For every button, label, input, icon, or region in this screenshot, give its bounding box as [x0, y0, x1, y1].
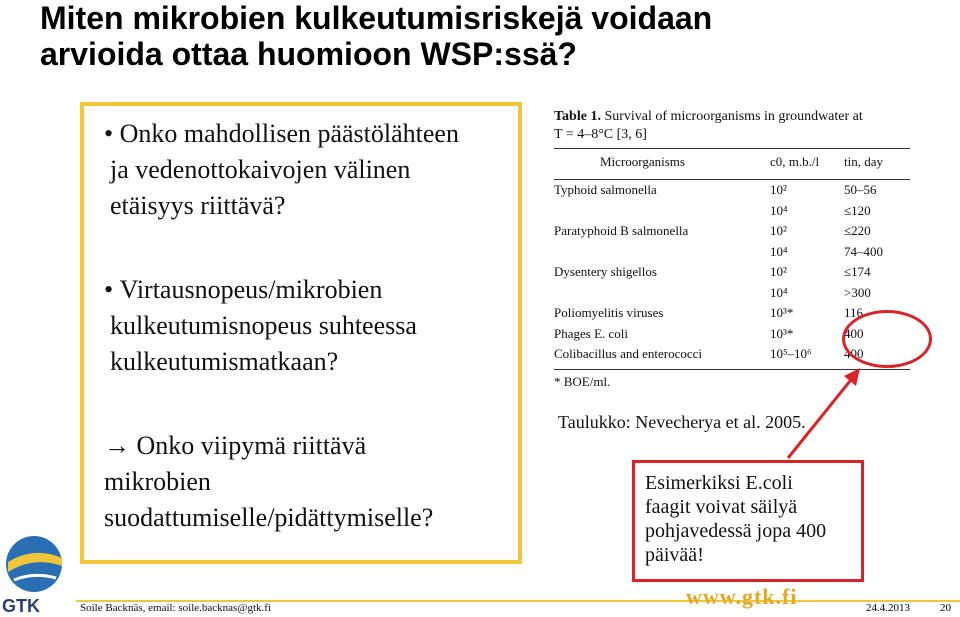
bullet-velocity: [104, 272, 524, 380]
bullet-line: → Onko viipymä riittävä: [104, 431, 367, 460]
bullet-line: • Virtausnopeus/mikrobien: [104, 275, 383, 304]
table-row: [554, 221, 910, 242]
table-cell: 10³*: [770, 305, 794, 320]
bullet-line: ja vedenottokaivojen välinen: [110, 155, 411, 184]
table-caption: Table 1. Survival of microorganisms in groundwater at T = 4–8°C [3, 6]: [554, 109, 863, 142]
table-cell: 50–56: [844, 182, 877, 197]
table-row: [554, 180, 910, 201]
bullet-line: mikrobien: [104, 467, 211, 496]
table-cell: 74–400: [844, 243, 883, 259]
gtk-logo-text: GTK: [2, 596, 40, 616]
table-footnote: * BOE/ml.: [554, 373, 611, 389]
table-cell: ≤120: [844, 202, 871, 218]
bullet-line: etäisyys riittävä?: [110, 191, 286, 220]
arrow-icon: →: [104, 431, 130, 460]
example-callout: Esimerkiksi E.coli faagit voivat säilyä pohjavedessä jopa 400 päivää!: [632, 460, 864, 582]
bullet-line: kulkeutumisnopeus suhteessa: [110, 311, 417, 340]
table-cell: 400: [844, 346, 864, 361]
bullet-line: • Onko mahdollisen päästölähteen: [104, 119, 459, 148]
table-cell: Dysentery shigellos: [554, 264, 657, 279]
bullet-residence: [104, 428, 524, 536]
table-cell: 10⁴: [770, 243, 788, 259]
table-row: [554, 262, 910, 283]
highlight-circle: [842, 310, 932, 368]
title-line-2: arvioida ottaa huomioon WSP:ssä?: [40, 36, 577, 72]
table-cell: 10²: [770, 264, 787, 279]
table-cell: 10⁴: [770, 284, 788, 300]
table-cell: Phages E. coli: [554, 325, 629, 341]
title-line-1: Miten mikrobien kulkeutumisriskejä voidaan: [40, 0, 713, 36]
table-cell: Paratyphoid B salmonella: [554, 223, 689, 238]
table-cell: Colibacillus and enterococci: [554, 346, 703, 361]
questions-box: [80, 102, 522, 564]
table-cell: 10⁵–10⁶: [770, 346, 812, 361]
bullet-line: suodattumiselle/pidättymiselle?: [104, 503, 434, 532]
footer-author: Soile Backnäs, email: soile.backnas@gtk.fi: [80, 602, 271, 614]
table-cell: >300: [844, 284, 871, 300]
table-header: Microorganisms c0, m.b./l tin, day: [600, 154, 883, 169]
table-cell: 10²: [770, 223, 787, 238]
footer-date: 24.4.2013: [866, 602, 910, 614]
table-cell: 116: [844, 305, 864, 320]
table-source: Taulukko: Nevecherya et al. 2005.: [558, 412, 806, 432]
table-cell: ≤174: [844, 264, 871, 279]
bullet-line: kulkeutumismatkaan?: [110, 347, 339, 376]
table-cell: ≤220: [844, 223, 871, 238]
table-cell: 10⁴: [770, 202, 788, 218]
page-number: 20: [940, 602, 951, 614]
footer-url[interactable]: www.gtk.fi: [686, 584, 798, 609]
table-row: [554, 242, 910, 263]
table-cell: Typhoid salmonella: [554, 182, 657, 197]
table-cell: 10²: [770, 182, 787, 197]
slide-title: [40, 0, 940, 72]
table-row: [554, 283, 910, 304]
table-cell: 10³*: [770, 325, 794, 341]
table-row: [554, 201, 910, 222]
bullet-distance: [104, 116, 524, 224]
table-cell: 400: [844, 325, 864, 341]
table-cell: Poliomyelitis viruses: [554, 305, 664, 320]
